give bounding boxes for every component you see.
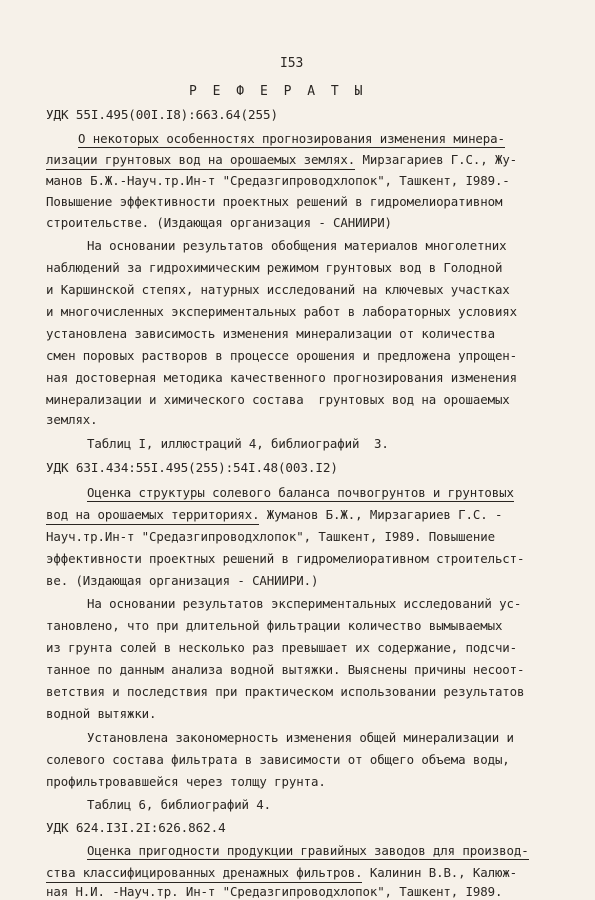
abstract-line: эффективности проектных решений в гидромелиоративном строительст- xyxy=(46,551,525,566)
abstract-line: тановлено, что при длительной фильтрации количество вымываемых xyxy=(46,618,503,633)
abstract-line: наблюдений за гидрохимическим режимом грунтовых вод в Голодной xyxy=(46,260,503,275)
abstract-line: Установлена закономерность изменения общей минерализации и xyxy=(87,730,514,745)
abstract-title: Оценка пригодности продукции гравийных заводов для производ- xyxy=(87,845,529,860)
abstract-line: манов Б.Ж.-Науч.тр.Ин-т "Средазгипроводхлопок", Ташкент, I989.- xyxy=(46,173,510,188)
abstract-line: ветствия и последствия при практическом использовании результатов xyxy=(46,684,525,699)
abstract-line: из грунта солей в несколько раз превышает их содержание, подсчи- xyxy=(46,640,518,655)
abstract-line: землях. xyxy=(46,412,98,427)
udk-code: УДК 624.I3I.2I:626.862.4 xyxy=(46,820,226,835)
udk-code: УДК 63I.434:55I.495(255):54I.48(003.I2) xyxy=(46,460,338,475)
abstract-line: танное по данным анализа водной вытяжки. Выяснены причины несоот- xyxy=(46,662,525,677)
abstract-title: ства классифицированных дренажных фильтров. xyxy=(46,865,362,883)
abstract-title: Оценка структуры солевого баланса почвогрунтов и грунтовых xyxy=(87,487,514,502)
abstract-title: вод на орошаемых территориях. xyxy=(46,507,259,525)
abstract-line: ства классифицированных дренажных фильтров. Калинин В.В., Калюж- xyxy=(46,867,517,879)
abstract-line: профильтровавшейся через толщу грунта. xyxy=(46,774,326,789)
abstract-line: и Каршинской степях, натурных исследований на ключевых участках xyxy=(46,282,510,297)
abstract-line: Таблиц 6, библиографий 4. xyxy=(87,797,271,812)
abstract-line: Науч.тр.Ин-т "Средазгипроводхлопок", Ташкент, I989. Повышение xyxy=(46,529,495,544)
abstract-line: солевого состава фильтрата в зависимости от общего объема воды, xyxy=(46,752,510,767)
section-heading: Р Е Ф Е Р А Т Ы xyxy=(189,84,367,99)
udk-code: УДК 55I.495(00I.I8):663.64(255) xyxy=(46,107,278,122)
abstract-line: ная достоверная методика качественного прогнозирования изменения xyxy=(46,370,518,385)
abstract-line: лизации грунтовых вод на орошаемых землях. Мирзагариев Г.С., Жу- xyxy=(46,154,517,166)
abstract-line: ная Н.И. -Науч.тр. Ин-т "Средазгипроводхлопок", Ташкент, I989. xyxy=(46,884,503,899)
abstract-line: установлена зависимость изменения минерализации от количества xyxy=(46,326,495,341)
abstract-line: Таблиц I, иллюстраций 4, библиографий 3. xyxy=(87,436,389,451)
abstract-line: ве. (Издающая организация - САНИИРИ.) xyxy=(46,573,319,588)
abstract-line: На основании результатов обобщения материалов многолетних xyxy=(87,238,507,253)
abstract-line: На основании результатов экспериментальных исследований ус- xyxy=(87,596,522,611)
abstract-line: водной вытяжки. xyxy=(46,706,157,721)
abstract-line: Повышение эффективности проектных решений в гидромелиоративном xyxy=(46,194,503,209)
abstract-title: лизации грунтовых вод на орошаемых землях. xyxy=(46,152,355,170)
abstract-line: минерализации и химического состава грунтовых вод на орошаемых xyxy=(46,392,510,407)
abstract-line: строительстве. (Издающая организация - САНИИРИ) xyxy=(46,215,392,230)
abstract-line: вод на орошаемых территориях. Жуманов Б.Ж., Мирзагариев Г.С. - xyxy=(46,509,502,521)
page-number: I53 xyxy=(280,56,304,71)
abstract-title: О некоторых особенностях прогнозирования изменения минера- xyxy=(78,133,505,148)
abstract-line: смен поровых растворов в процессе орошения и предложена упрощен- xyxy=(46,348,518,363)
abstract-line: и многочисленных экспериментальных работ в лабораторных условиях xyxy=(46,304,518,319)
